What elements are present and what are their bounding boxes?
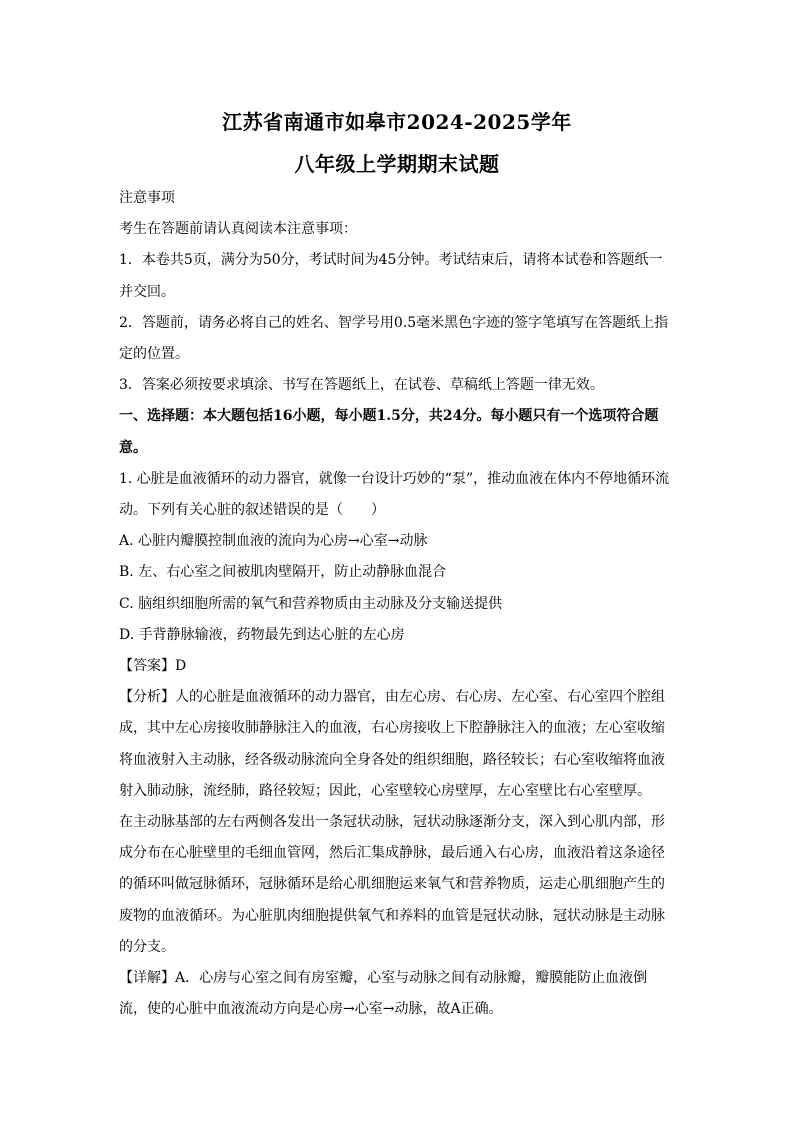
option-b: B. 左、右心室之间被肌肉壁隔开，防止动静脉血混合 xyxy=(119,564,447,581)
detail-line-2: 流，使的心脏中血液流动方向是心房→心室→动脉，故A正确。 xyxy=(119,1001,503,1018)
analysis-line-8: 废物的血液循环。为心脏肌肉细胞提供氧气和养料的血管是冠状动脉，冠状动脉是主动脉 xyxy=(119,907,665,924)
document-body xyxy=(119,183,675,1025)
analysis-line-1: 【分析】人的心脏是血液循环的动力器官，由左心房、右心房、左心室、右心室四个腔组 xyxy=(119,689,665,706)
detail-line-1: 【详解】A．心房与心室之间有房室瓣，心室与动脉之间有动脉瓣，瓣膜能防止血液倒 xyxy=(119,970,648,987)
analysis-line-7: 的循环叫做冠脉循环，冠脉循环是给心肌细胞运来氧气和营养物质，运走心肌细胞产生的 xyxy=(119,876,665,893)
analysis-line-6: 成分布在心脏壁里的毛细血管网，然后汇集成静脉，最后通入右心房，血液沿着这条途径 xyxy=(119,845,665,862)
section-heading-line-1: 一、选择题：本大题包括16小题，每小题1.5分，共24分。每小题只有一个选项符合题 xyxy=(119,408,659,425)
option-a: A. 心脏内瓣膜控制血液的流向为心房→心室→动脉 xyxy=(119,533,428,550)
notice-item-3: 3．答案必须按要求填涂、书写在答题纸上，在试卷、草稿纸上答题一律无效。 xyxy=(119,377,604,394)
notice-item-2-line-2: 定的位置。 xyxy=(119,346,189,363)
option-c: C. 脑组织细胞所需的氧气和营养物质由主动脉及分支输送提供 xyxy=(119,595,503,612)
notice-item-2-line-1: 2．答题前，请务必将自己的姓名、智学号用0.5毫米黑色字迹的签字笔填写在答题纸上指 xyxy=(119,314,669,331)
question-1-line-1: 1. 心脏是血液循环的动力器官，就像一台设计巧妙的“泵”，推动血液在体内不停地循环流 xyxy=(119,470,670,487)
analysis-line-2: 成，其中左心房接收肺静脉注入的血液，右心房接收上下腔静脉注入的血液；左心室收缩 xyxy=(119,720,665,737)
analysis-line-3: 将血液射入主动脉，经各级动脉流向全身各处的组织细胞，路径较长；右心室收缩将血液 xyxy=(119,751,665,768)
notice-heading: 注意事项 xyxy=(119,190,175,206)
analysis-line-4: 射入肺动脉，流经肺，路径较短；因此，心室壁较心房壁厚，左心室壁比右心室壁厚。 xyxy=(119,782,651,799)
answer-line: 【答案】D xyxy=(119,658,187,675)
option-d: D. 手背静脉输液，药物最先到达心脏的左心房 xyxy=(119,626,405,643)
document-title-line-1: 江苏省南通市如皋市2024-2025学年 xyxy=(222,110,572,134)
question-1-line-2: 动。下列有关心脏的叙述错误的是（ ） xyxy=(119,502,385,519)
analysis-line-5: 在主动脉基部的左右两侧各发出一条冠状动脉，冠状动脉逐渐分支，深入到心肌内部，形 xyxy=(119,814,665,831)
notice-intro: 考生在答题前请认真阅读本注意事项： xyxy=(119,221,357,238)
section-heading-line-2: 意。 xyxy=(119,439,147,456)
analysis-line-9: 的分支。 xyxy=(119,938,175,955)
notice-item-1-line-2: 并交回。 xyxy=(119,283,175,300)
document-title-line-2: 八年级上学期期末试题 xyxy=(294,152,500,176)
notice-item-1-line-1: 1．本卷共5页，满分为50分，考试时间为45分钟。考试结束后，请将本试卷和答题纸一 xyxy=(119,252,663,269)
